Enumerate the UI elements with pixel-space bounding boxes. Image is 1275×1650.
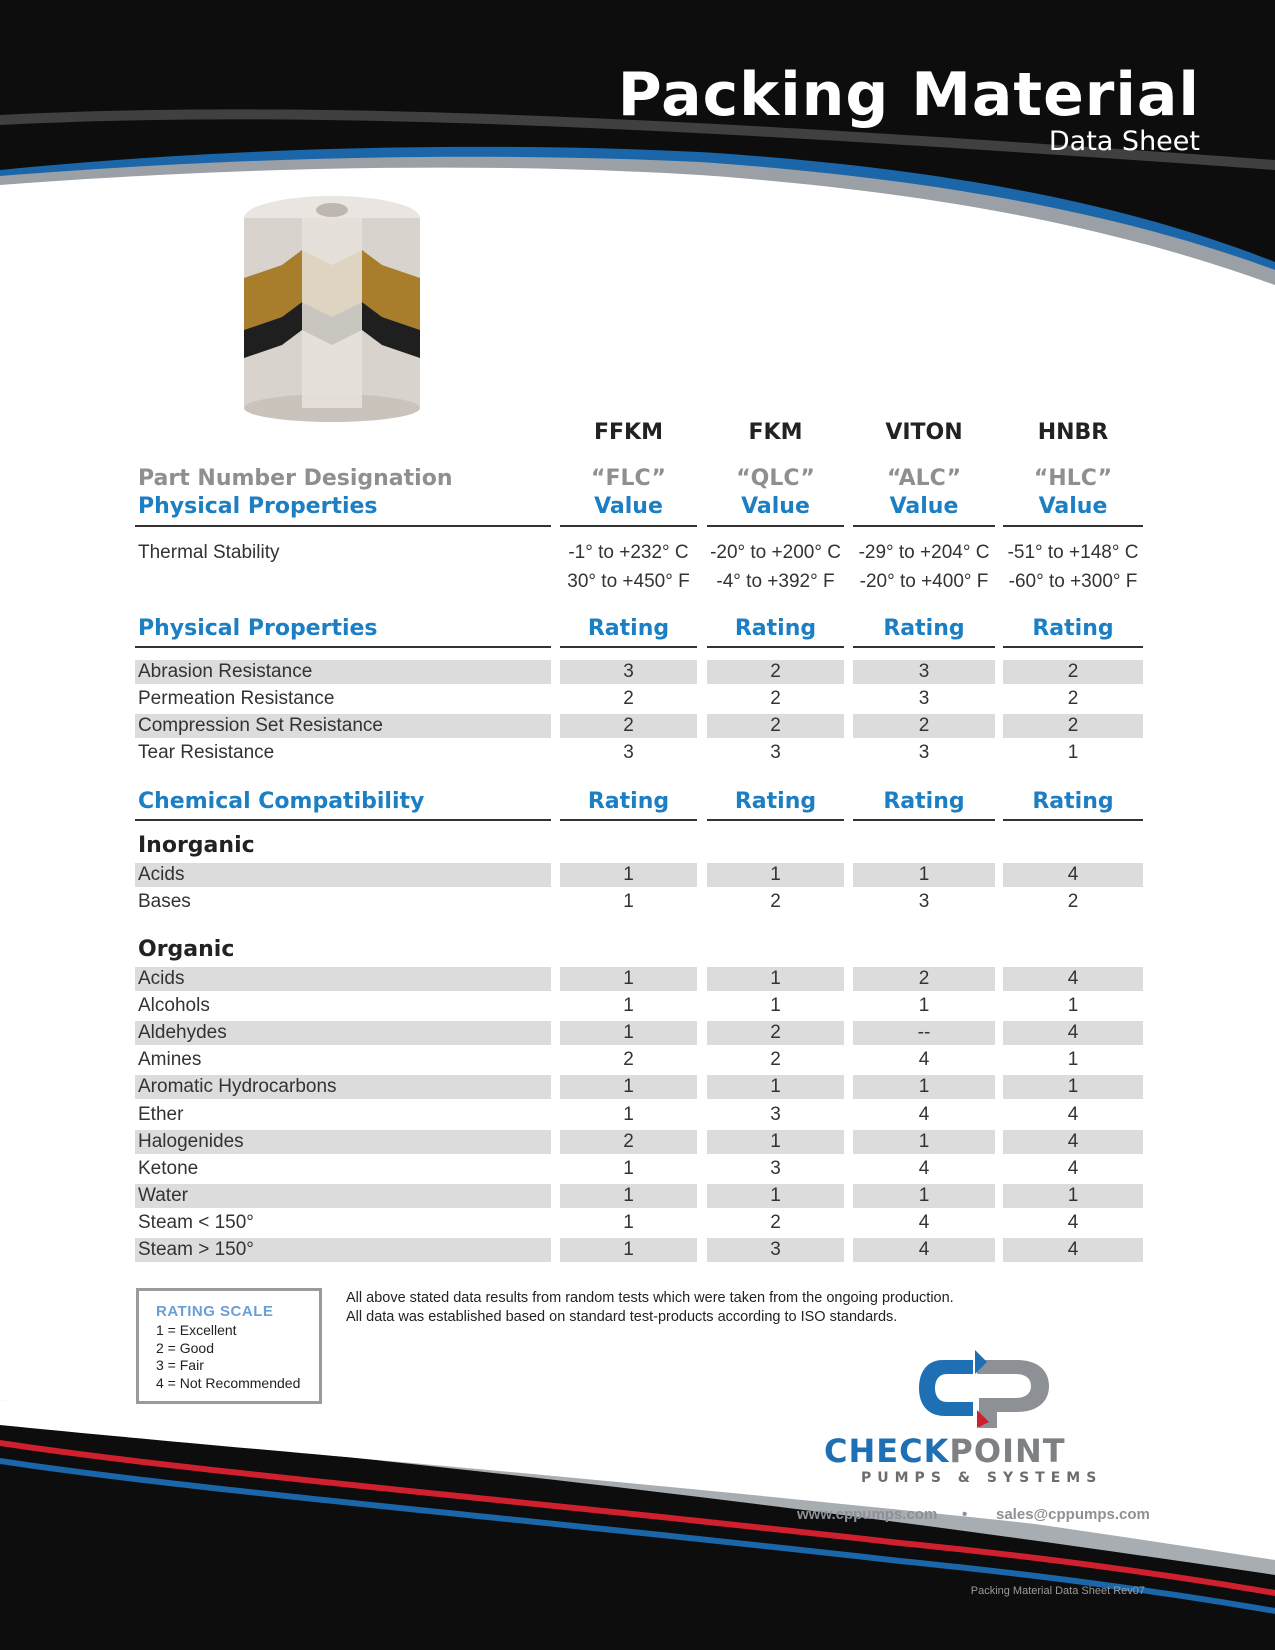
section-rule [560,819,697,821]
rating-scale-item: 1 = Excellent [156,1322,237,1338]
thermal-c-hnbr: -51° to +148° C [1007,542,1139,563]
col-name-hnbr: HNBR [1037,420,1109,445]
thermal-f-fkm: -4° to +392° F [716,571,835,592]
header-rule [560,525,697,527]
organic-rating-cell: 1 [770,968,781,989]
part-number-label: Part Number Designation [138,466,453,491]
header-rule [707,525,844,527]
physical-rating-cell: 3 [918,742,930,763]
contact-separator: • [962,1506,968,1523]
note-line: All above stated data results from random tests which were taken from the ongoing production. [346,1290,954,1306]
footer-swoosh-graphic [0,1400,1275,1650]
chem-rating-header-fkm: Rating [734,789,817,814]
value-header-ffkm: Value [594,494,663,519]
col-code-ffkm: “FLC” [591,466,666,491]
col-name-viton: VITON [885,420,963,445]
col-code-hnbr: “HLC” [1033,466,1113,491]
organic-rating-cell: 1 [1067,995,1079,1017]
physical-rating-cell: 2 [770,715,781,736]
physical-rating-cell: 2 [770,661,781,682]
rating-header-ffkm: Rating [587,616,670,641]
inorganic-heading: Inorganic [138,833,255,858]
rating-scale-box [136,1288,322,1404]
row-shade [135,1184,551,1208]
section-rule [560,646,697,648]
thermal-stability-label: Thermal Stability [138,542,280,563]
rating-header-fkm: Rating [734,616,817,641]
organic-rating-cell: 2 [918,968,930,989]
col-code-fkm: “QLC” [736,466,815,491]
value-header-hnbr: Value [1038,494,1108,519]
physical-properties-heading: Physical Properties [138,494,378,519]
header-rule [1003,525,1143,527]
organic-rating-cell: 1 [623,1103,634,1125]
organic-rating-cell: 1 [623,995,634,1017]
physical-rating-cell: 3 [623,742,634,763]
organic-rating-cell: 1 [918,1184,930,1206]
organic-rating-cell: 1 [623,1239,634,1260]
organic-row-label: Aromatic Hydrocarbons [138,1076,337,1098]
thermal-c-viton: -29° to +204° C [858,542,990,563]
physical-rating-cell: 3 [623,661,634,682]
section-rule [707,819,844,821]
brand-name-part2: POINT [949,1432,1066,1470]
inorganic-row-label: Acids [138,864,185,885]
inorganic-rating-cell: 2 [770,891,781,912]
organic-rating-cell: 4 [918,1239,930,1260]
row-shade [135,967,551,991]
organic-row-label: Steam < 150° [138,1211,254,1233]
organic-rating-cell: 1 [1067,1049,1079,1071]
inorganic-rating-cell: 1 [623,891,634,912]
revision-note: Packing Material Data Sheet Rev07 [970,1585,1145,1597]
chemical-compatibility-heading: Chemical Compatibility [138,789,425,814]
section-rule [853,819,995,821]
header-rule [135,525,551,527]
organic-rating-cell: 4 [918,1211,930,1233]
inorganic-rating-cell: 3 [918,891,930,912]
physical-rating-cell: 3 [770,742,781,763]
organic-rating-cell: 1 [623,1157,634,1179]
organic-rating-cell: 1 [623,1076,634,1098]
inorganic-rating-cell: 1 [623,864,634,885]
organic-rating-cell: 2 [623,1049,634,1071]
inorganic-rating-cell: 1 [918,864,930,885]
row-shade [135,863,551,887]
organic-rating-cell: 1 [770,995,781,1017]
packing-ring-illustration [232,190,432,425]
organic-rating-cell: 3 [770,1239,781,1260]
col-name-ffkm: FFKM [594,420,663,445]
organic-rating-cell: 2 [770,1049,781,1071]
physical-rating-cell: 2 [623,688,634,709]
organic-rating-cell: 1 [918,1130,930,1152]
inorganic-rating-cell: 2 [1067,891,1079,912]
header-rule [853,525,995,527]
organic-heading: Organic [138,937,235,962]
organic-rating-cell: 4 [1067,1239,1079,1260]
physical-rating-cell: 3 [918,688,930,709]
section-rule [135,646,551,648]
section-rule [853,646,995,648]
physical-rating-cell: 3 [918,661,930,682]
organic-rating-cell: 4 [1067,1103,1079,1125]
section-rule [1003,819,1143,821]
value-header-fkm: Value [741,494,810,519]
note-line: All data was established based on standard test-products according to ISO standards. [346,1309,898,1325]
rating-header-hnbr: Rating [1032,616,1114,641]
physical-rating-cell: 2 [770,688,781,709]
organic-row-label: Steam > 150° [138,1239,254,1260]
rating-scale-item: 2 = Good [156,1340,214,1356]
organic-rating-cell: 4 [1067,1157,1079,1179]
thermal-c-ffkm: -1° to +232° C [568,542,689,563]
rating-scale-item: 3 = Fair [156,1357,204,1373]
organic-rating-cell: 4 [1067,968,1079,989]
organic-rating-cell: 1 [770,1076,781,1098]
organic-rating-cell: 1 [1067,1076,1079,1098]
brand-name [824,1432,1066,1470]
inorganic-row-label: Bases [138,891,191,912]
organic-rating-cell: 2 [770,1022,781,1044]
organic-rating-cell: 1 [1067,1184,1079,1206]
checkpoint-logo-icon [915,1350,1055,1430]
organic-rating-cell: 1 [770,1184,781,1206]
value-header-viton: Value [889,494,959,519]
organic-rating-cell: 4 [1067,1211,1079,1233]
physical-rating-cell: 1 [1067,742,1079,763]
physical-rating-cell: 2 [918,715,930,736]
physical-rating-cell: 2 [1067,688,1079,709]
page-subtitle: Data Sheet [1048,126,1200,157]
inorganic-rating-cell: 4 [1067,864,1079,885]
organic-rating-cell: 2 [623,1130,634,1152]
rating-scale-title: RATING SCALE [156,1303,274,1320]
col-code-viton: “ALC” [886,466,962,491]
organic-row-label: Halogenides [138,1130,244,1152]
physical-rating-cell: 2 [1067,661,1079,682]
organic-rating-cell: 1 [623,1022,634,1044]
rating-scale-item: 4 = Not Recommended [156,1375,301,1391]
page-title: Packing Material [617,60,1200,130]
physical-row-label: Abrasion Resistance [138,661,313,682]
organic-rating-cell: 1 [918,1076,930,1098]
organic-rating-cell: 3 [770,1103,781,1125]
physical-rating-cell: 2 [623,715,634,736]
organic-rating-cell: 2 [770,1211,781,1233]
organic-row-label: Alcohols [138,995,210,1017]
organic-rating-cell: 4 [918,1157,930,1179]
organic-rating-cell: 1 [623,1184,634,1206]
physical-row-label: Compression Set Resistance [138,715,383,736]
chem-rating-header-hnbr: Rating [1032,789,1114,814]
physical-row-label: Permeation Resistance [138,688,335,709]
organic-row-label: Aldehydes [138,1022,227,1044]
section-rule [1003,646,1143,648]
physical-rating-heading: Physical Properties [138,616,378,641]
organic-rating-cell: 4 [1067,1130,1079,1152]
section-rule [707,646,844,648]
brand-name-part1: CHECK [824,1432,950,1470]
organic-row-label: Water [138,1184,188,1206]
organic-rating-cell: -- [917,1022,931,1044]
organic-rating-cell: 4 [1067,1022,1079,1044]
chem-rating-header-viton: Rating [883,789,965,814]
thermal-f-viton: -20° to +400° F [859,571,989,592]
website-link[interactable]: www.cppumps.com [797,1506,938,1523]
physical-row-label: Tear Resistance [138,742,275,763]
organic-rating-cell: 1 [623,968,634,989]
organic-rating-cell: 1 [623,1211,634,1233]
col-name-fkm: FKM [748,420,803,445]
organic-rating-cell: 1 [918,995,930,1017]
organic-rating-cell: 4 [918,1103,930,1125]
physical-rating-cell: 2 [1067,715,1079,736]
organic-row-label: Acids [138,968,185,989]
inorganic-rating-cell: 1 [770,864,781,885]
thermal-f-hnbr: -60° to +300° F [1008,571,1138,592]
organic-row-label: Amines [138,1049,202,1071]
organic-rating-cell: 4 [918,1049,930,1071]
thermal-c-fkm: -20° to +200° C [710,542,841,563]
organic-rating-cell: 1 [770,1130,781,1152]
organic-row-label: Ether [138,1103,184,1125]
chem-rating-header-ffkm: Rating [587,789,670,814]
thermal-f-ffkm: 30° to +450° F [567,571,690,592]
organic-rating-cell: 3 [770,1157,781,1179]
rating-header-viton: Rating [883,616,965,641]
email-link[interactable]: sales@cppumps.com [996,1506,1150,1523]
brand-tagline: PUMPS & SYSTEMS [861,1470,1103,1486]
organic-row-label: Ketone [138,1157,199,1179]
section-rule [135,819,551,821]
